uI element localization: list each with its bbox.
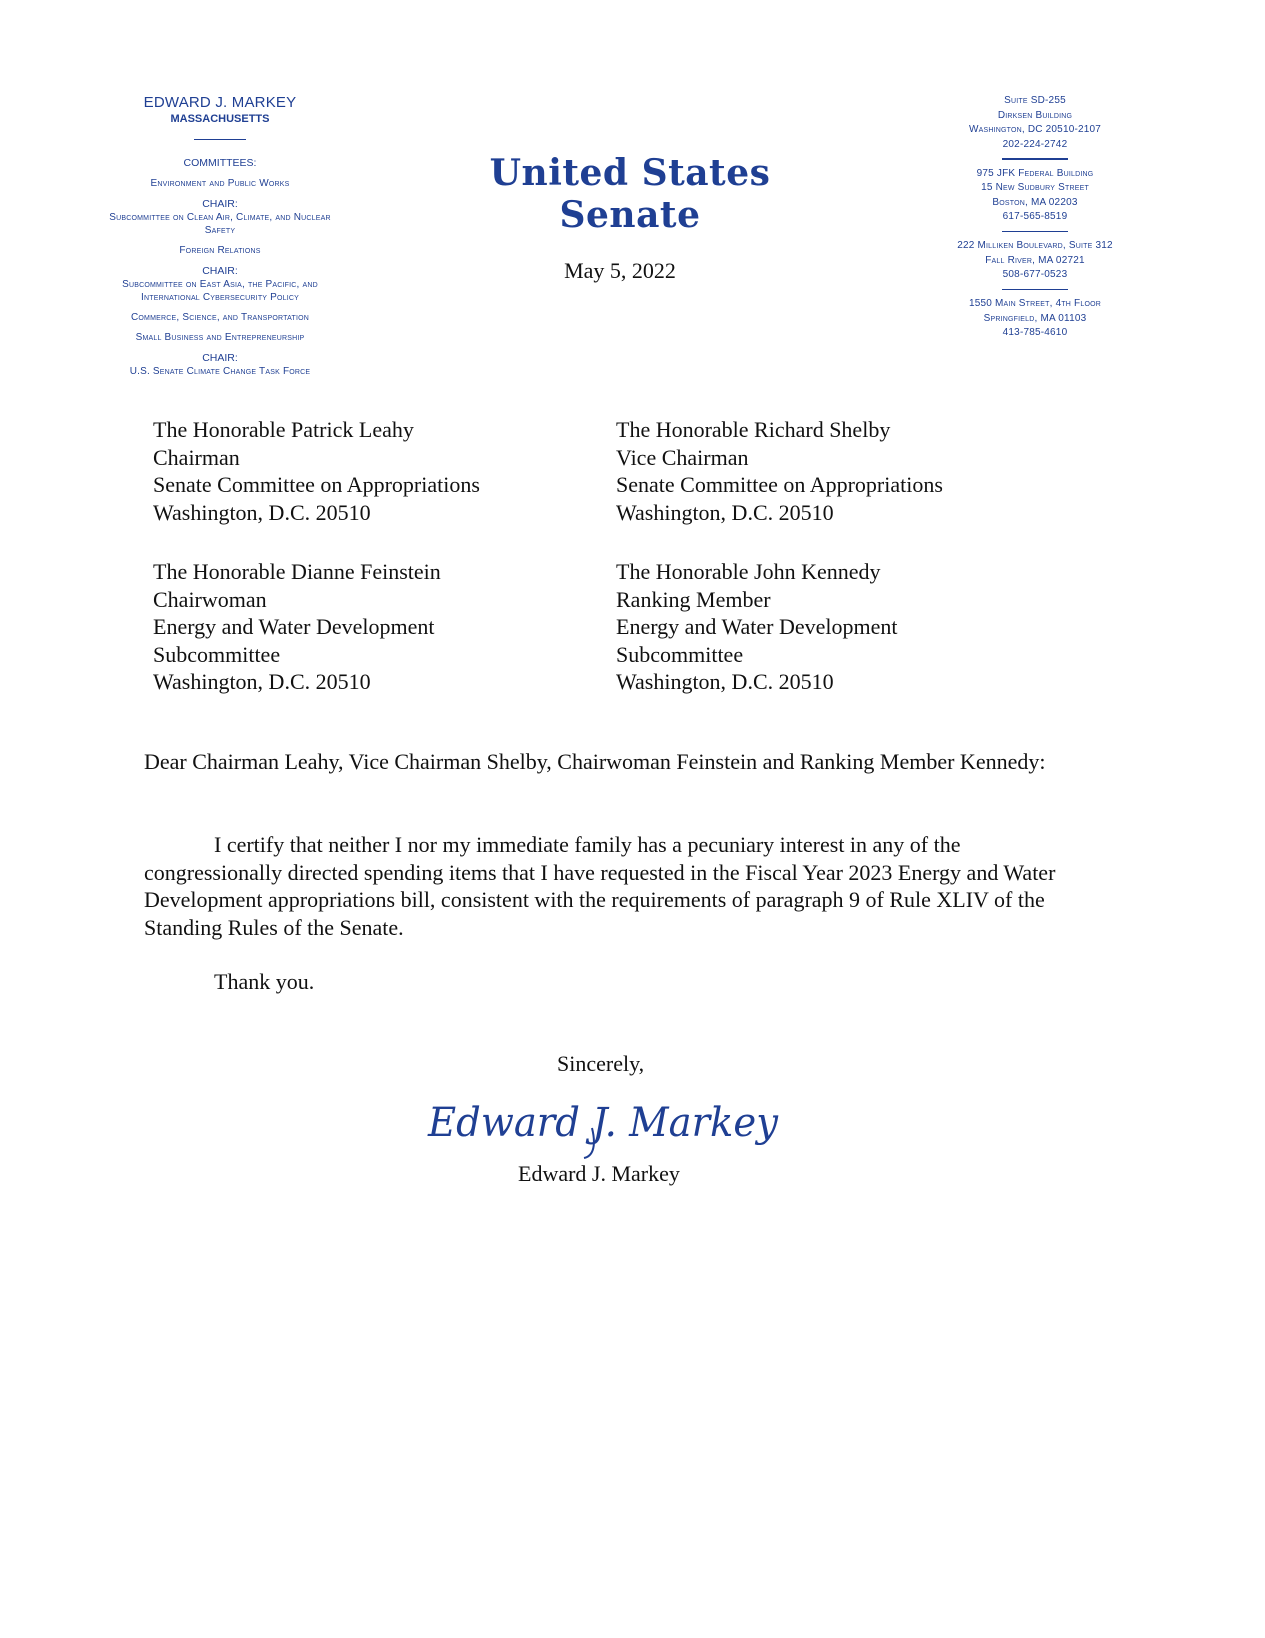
recipient-shelby [616, 416, 943, 526]
committee-commerce: Commerce, Science, and Transportation [130, 312, 309, 323]
office-line: 1550 Main Street, 4th Floor [969, 298, 1101, 309]
address-line: Washington, D.C. 20510 [616, 669, 834, 694]
letter-date: May 5, 2022 [564, 258, 676, 283]
office-dc [935, 94, 1135, 152]
address-line: Washington, D.C. 20510 [153, 669, 371, 694]
office-springfield [935, 297, 1135, 341]
office-line: Suite SD-255 [1004, 95, 1066, 106]
divider [1002, 158, 1068, 160]
office-line: Springfield, MA 01103 [983, 312, 1087, 324]
office-line: 413-785-4610 [1002, 327, 1068, 338]
senator-state: MASSACHUSETTS [170, 113, 270, 125]
office-line: Fall River, MA 02721 [985, 254, 1085, 266]
recipient-leahy [153, 416, 480, 526]
office-line: Washington, DC 20510-2107 [968, 124, 1102, 135]
address-line: The Honorable Richard Shelby [616, 417, 891, 442]
address-line: Vice Chairman [616, 444, 749, 470]
committee-small-business: Small Business and Entrepreneurship [135, 332, 305, 343]
address-line: Senate Committee on Appropriations [153, 472, 480, 497]
thanks-line: Thank you. [214, 969, 315, 994]
committee-epw: Environment and Public Works [150, 178, 290, 189]
recipient-kennedy [616, 558, 898, 696]
office-line: Dirksen Building [997, 109, 1073, 121]
address-line: Energy and Water Development [153, 614, 435, 639]
office-line: 15 New Sudbury Street [981, 182, 1089, 193]
salutation: Dear Chairman Leahy, Vice Chairman Shelby, Chairwoman Feinstein and Ranking Member Kennedy: [144, 749, 1046, 774]
office-line: 222 Milliken Boulevard, Suite 312 [957, 240, 1113, 251]
committee-climate-task-force: U.S. Senate Climate Change Task Force [129, 366, 311, 377]
chair-label: CHAIR: [202, 198, 238, 210]
address-line: Senate Committee on Appropriations [616, 472, 943, 497]
office-line: 617-565-8519 [1002, 211, 1068, 222]
office-fall-river [935, 239, 1135, 283]
address-line: The Honorable John Kennedy [616, 559, 881, 584]
office-line: 975 JFK Federal Building [976, 167, 1094, 179]
signer-name: Edward J. Markey [518, 1161, 680, 1186]
committees-heading: COMMITTEES: [183, 157, 257, 169]
address-line: Subcommittee [616, 641, 744, 667]
address-line: Ranking Member [616, 586, 771, 612]
body-text: I certify that neither I nor my immediate family has a pecuniary interest in any of the congressionally directed spending items that I have requested in the Fiscal Year 2023 Energy and Water Development appropriations bill, consistent with the requirements of paragraph 9 of Rule XLIV of the Standing Rules of the Senate. [144, 832, 1056, 940]
signature-text: Edward J. Markey [427, 1100, 780, 1146]
recipient-feinstein [153, 558, 441, 696]
address-line: The Honorable Patrick Leahy [153, 417, 414, 442]
letterhead-left [100, 94, 340, 378]
address-line: Washington, D.C. 20510 [153, 499, 371, 525]
office-line: 508-677-0523 [1002, 269, 1068, 280]
chair-label: CHAIR: [202, 352, 238, 364]
divider [1002, 289, 1068, 291]
address-line: Chairman [153, 444, 240, 470]
subcommittee-east-asia: Subcommittee on East Asia, the Pacific, and International Cybersecurity Policy [122, 279, 318, 303]
office-line: 202-224-2742 [1002, 138, 1068, 150]
address-line: Chairwoman [153, 586, 267, 612]
address-line: Washington, D.C. 20510 [616, 499, 834, 525]
divider [1002, 231, 1068, 233]
address-line: Subcommittee [153, 641, 281, 667]
office-boston [935, 167, 1135, 225]
letterhead-title: United States Senate [489, 152, 771, 236]
office-line: Boston, MA 02203 [992, 196, 1078, 208]
senator-name: EDWARD J. MARKEY [143, 94, 297, 111]
address-line: The Honorable Dianne Feinstein [153, 559, 441, 584]
signature [424, 1084, 784, 1164]
chair-label: CHAIR: [202, 265, 238, 277]
subcommittee-clean-air: Subcommittee on Clean Air, Climate, and Nuclear Safety [109, 212, 331, 236]
divider [194, 139, 246, 140]
letterhead-right [935, 94, 1135, 341]
closing: Sincerely, [557, 1051, 645, 1076]
committee-foreign-relations: Foreign Relations [179, 245, 261, 256]
body-paragraph [144, 831, 1104, 941]
address-line: Energy and Water Development [616, 614, 898, 639]
